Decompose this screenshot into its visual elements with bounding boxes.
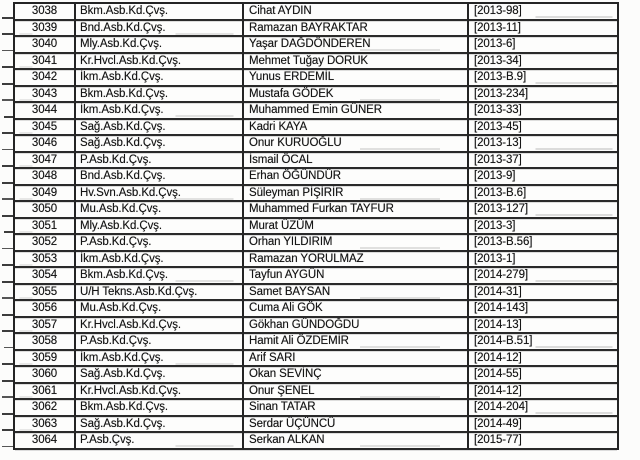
row-line-bleed-mark — [2, 330, 13, 332]
name-cell: Muhammed Emin GÜNER — [244, 103, 469, 120]
enrollment-code-cell: [2014-12] — [469, 351, 617, 368]
name-cell: Cihat AYDIN — [244, 4, 469, 21]
row-line-bleed-mark — [4, 116, 13, 118]
name-cell: Gökhan GÜNDOĞDU — [244, 318, 469, 335]
rank-cell: Bnd.Asb.Kd.Çvş. — [76, 21, 244, 38]
table-row — [15, 4, 617, 21]
table-row — [15, 318, 617, 335]
name-cell: Orhan YILDIRIM — [244, 235, 469, 252]
row-line-bleed-mark — [2, 132, 13, 134]
table-row — [15, 169, 617, 186]
row-number-cell: 3064 — [15, 433, 76, 450]
name-cell: Samet BAYSAN — [244, 285, 469, 302]
table-row — [15, 120, 617, 137]
row-line-bleed-mark — [2, 413, 13, 415]
enrollment-code-cell: [2013-3] — [469, 219, 617, 236]
row-line-bleed-mark — [2, 33, 13, 35]
row-number-cell: 3049 — [15, 186, 76, 203]
rank-cell: P.Asb.Kd.Çvş. — [76, 334, 244, 351]
rank-cell: Bkm.Asb.Kd.Çvş. — [76, 87, 244, 104]
name-cell: Mustafa GÖDEK — [244, 87, 469, 104]
name-cell: Onur ŞENEL — [244, 384, 469, 401]
enrollment-code-cell: [2014-12] — [469, 384, 617, 401]
row-number-cell: 3056 — [15, 301, 76, 318]
row-line-bleed-mark — [2, 198, 13, 200]
row-number-cell: 3043 — [15, 87, 76, 104]
table-row — [15, 153, 617, 170]
row-number-cell: 3055 — [15, 285, 76, 302]
row-line-bleed-mark — [2, 264, 13, 266]
row-line-bleed-mark — [2, 297, 13, 299]
enrollment-code-cell: [2014-31] — [469, 285, 617, 302]
enrollment-code-cell: [2014-13] — [469, 318, 617, 335]
enrollment-code-cell: [2013-1] — [469, 252, 617, 269]
row-number-cell: 3063 — [15, 417, 76, 434]
enrollment-code-cell: [2014-49] — [469, 417, 617, 434]
enrollment-code-cell: [2014-279] — [469, 268, 617, 285]
name-cell: Cuma Ali GÖK — [244, 301, 469, 318]
name-cell: İsmail ÖCAL — [244, 153, 469, 170]
enrollment-code-cell: [2013-B.6] — [469, 186, 617, 203]
enrollment-code-cell: [2015-77] — [469, 433, 617, 450]
row-number-cell: 3046 — [15, 136, 76, 153]
table-row — [15, 136, 617, 153]
row-number-cell: 3041 — [15, 54, 76, 71]
rank-cell: Kr.Hvcl.Asb.Kd.Çvş. — [76, 54, 244, 71]
table-row — [15, 219, 617, 236]
rank-cell: Sağ.Asb.Kd.Çvş. — [76, 120, 244, 137]
table-row — [15, 400, 617, 417]
enrollment-code-cell: [2013-B.9] — [469, 70, 617, 87]
table-row — [15, 186, 617, 203]
name-cell: Tayfun AYGÜN — [244, 268, 469, 285]
table-row — [15, 433, 617, 450]
rank-cell: Mly.Asb.Kd.Çvş. — [76, 219, 244, 236]
row-number-cell: 3054 — [15, 268, 76, 285]
rank-cell: Bkm.Asb.Kd.Çvş. — [76, 268, 244, 285]
enrollment-code-cell: [2013-33] — [469, 103, 617, 120]
name-cell: Muhammed Furkan TAYFUR — [244, 202, 469, 219]
personnel-table — [13, 2, 619, 450]
rank-cell: Mu.Asb.Kd.Çvş. — [76, 202, 244, 219]
rank-cell: Sağ.Asb.Kd.Çvş. — [76, 367, 244, 384]
row-line-bleed-mark — [4, 231, 13, 233]
enrollment-code-cell: [2013-9] — [469, 169, 617, 186]
rank-cell: Sağ.Asb.Kd.Çvş. — [76, 136, 244, 153]
enrollment-code-cell: [2013-13] — [469, 136, 617, 153]
enrollment-code-cell: [2013-34] — [469, 54, 617, 71]
row-line-bleed-mark — [2, 182, 13, 184]
row-number-cell: 3039 — [15, 21, 76, 38]
table-row — [15, 21, 617, 38]
row-line-bleed-mark — [2, 314, 13, 316]
enrollment-code-cell: [2013-B.56] — [469, 235, 617, 252]
enrollment-code-cell: [2014-B.51] — [469, 334, 617, 351]
enrollment-code-cell: [2013-11] — [469, 21, 617, 38]
row-line-bleed-mark — [2, 50, 13, 52]
name-cell: Arif SARI — [244, 351, 469, 368]
row-line-bleed-mark — [2, 380, 13, 382]
row-number-cell: 3053 — [15, 252, 76, 269]
enrollment-code-cell: [2014-204] — [469, 400, 617, 417]
row-number-cell: 3044 — [15, 103, 76, 120]
table-row — [15, 202, 617, 219]
name-cell: Onur KURUOĞLU — [244, 136, 469, 153]
table-row — [15, 301, 617, 318]
row-line-bleed-mark — [2, 429, 13, 431]
rank-cell: Kr.Hvcl.Asb.Kd.Çvş. — [76, 318, 244, 335]
name-cell: Serkan ALKAN — [244, 433, 469, 450]
row-line-bleed-mark — [2, 17, 13, 19]
name-cell: Hamit Ali ÖZDEMİR — [244, 334, 469, 351]
enrollment-code-cell: [2013-37] — [469, 153, 617, 170]
row-number-cell: 3045 — [15, 120, 76, 137]
name-cell: Murat ÜZÜM — [244, 219, 469, 236]
row-number-cell: 3038 — [15, 4, 76, 21]
rank-cell: İkm.Asb.Kd.Çvş. — [76, 351, 244, 368]
rank-cell: Bnd.Asb.Kd.Çvş. — [76, 169, 244, 186]
table-row — [15, 87, 617, 104]
row-line-bleed-mark — [2, 396, 13, 398]
table-row — [15, 334, 617, 351]
table-row — [15, 285, 617, 302]
name-cell: Kadri KAYA — [244, 120, 469, 137]
rank-cell: Bkm.Asb.Kd.Çvş. — [76, 4, 244, 21]
rank-cell: İkm.Asb.Kd.Çvş. — [76, 252, 244, 269]
row-line-bleed-mark — [2, 99, 13, 101]
rank-cell: Sağ.Asb.Kd.Çvş. — [76, 417, 244, 434]
row-number-cell: 3042 — [15, 70, 76, 87]
row-number-cell: 3058 — [15, 334, 76, 351]
rank-cell: P.Asb.Kd.Çvş. — [76, 153, 244, 170]
rank-cell: P.Asb.Kd.Çvş. — [76, 235, 244, 252]
name-cell: Sinan TATAR — [244, 400, 469, 417]
enrollment-code-cell: [2013-6] — [469, 37, 617, 54]
name-cell: Mehmet Tuğay DORUK — [244, 54, 469, 71]
enrollment-code-cell: [2013-234] — [469, 87, 617, 104]
rank-cell: Bkm.Asb.Kd.Çvş. — [76, 400, 244, 417]
row-number-cell: 3051 — [15, 219, 76, 236]
rank-cell: Mu.Asb.Kd.Çvş. — [76, 301, 244, 318]
row-line-bleed-mark — [2, 165, 13, 167]
table-row — [15, 252, 617, 269]
table-row — [15, 417, 617, 434]
name-cell: Ramazan YORULMAZ — [244, 252, 469, 269]
row-number-cell: 3048 — [15, 169, 76, 186]
rank-cell: İkm.Asb.Kd.Çvş. — [76, 70, 244, 87]
name-cell: Yaşar DAĞDÖNDEREN — [244, 37, 469, 54]
table-row — [15, 235, 617, 252]
name-cell: Serdar ÜÇÜNCÜ — [244, 417, 469, 434]
table-row — [15, 351, 617, 368]
name-cell: Okan SEVİNÇ — [244, 367, 469, 384]
name-cell: Süleyman PİŞİRİR — [244, 186, 469, 203]
row-line-bleed-mark — [2, 248, 13, 250]
rank-cell: Mly.Asb.Kd.Çvş. — [76, 37, 244, 54]
name-cell: Erhan ÖĞÜNDÜR — [244, 169, 469, 186]
row-line-bleed-mark — [2, 149, 13, 151]
rank-cell: İkm.Asb.Kd.Çvş. — [76, 103, 244, 120]
row-line-bleed-mark — [2, 66, 13, 68]
row-line-bleed-mark — [2, 363, 13, 365]
row-number-cell: 3050 — [15, 202, 76, 219]
table-row — [15, 103, 617, 120]
rank-cell: Hv.Svn.Asb.Kd.Çvş. — [76, 186, 244, 203]
table-row — [15, 268, 617, 285]
name-cell: Ramazan BAYRAKTAR — [244, 21, 469, 38]
table-row — [15, 54, 617, 71]
row-line-bleed-mark — [4, 347, 13, 349]
rank-cell: P.Asb.Çvş. — [76, 433, 244, 450]
row-line-bleed-mark — [2, 446, 13, 448]
enrollment-code-cell: [2014-55] — [469, 367, 617, 384]
row-number-cell: 3040 — [15, 37, 76, 54]
row-number-cell: 3061 — [15, 384, 76, 401]
table-row — [15, 367, 617, 384]
name-cell: Yunus ERDEMİL — [244, 70, 469, 87]
enrollment-code-cell: [2014-143] — [469, 301, 617, 318]
table-row — [15, 70, 617, 87]
table-row — [15, 37, 617, 54]
enrollment-code-cell: [2013-98] — [469, 4, 617, 21]
row-number-cell: 3057 — [15, 318, 76, 335]
row-line-bleed-mark — [2, 215, 13, 217]
enrollment-code-cell: [2013-45] — [469, 120, 617, 137]
rank-cell: Kr.Hvcl.Asb.Kd.Çvş. — [76, 384, 244, 401]
row-number-cell: 3062 — [15, 400, 76, 417]
row-number-cell: 3059 — [15, 351, 76, 368]
row-line-bleed-mark — [2, 281, 13, 283]
row-number-cell: 3052 — [15, 235, 76, 252]
row-number-cell: 3047 — [15, 153, 76, 170]
rank-cell: U/H Tekns.Asb.Kd.Çvş. — [76, 285, 244, 302]
row-number-cell: 3060 — [15, 367, 76, 384]
enrollment-code-cell: [2013-127] — [469, 202, 617, 219]
table-row — [15, 384, 617, 401]
row-line-bleed-mark — [2, 83, 13, 85]
